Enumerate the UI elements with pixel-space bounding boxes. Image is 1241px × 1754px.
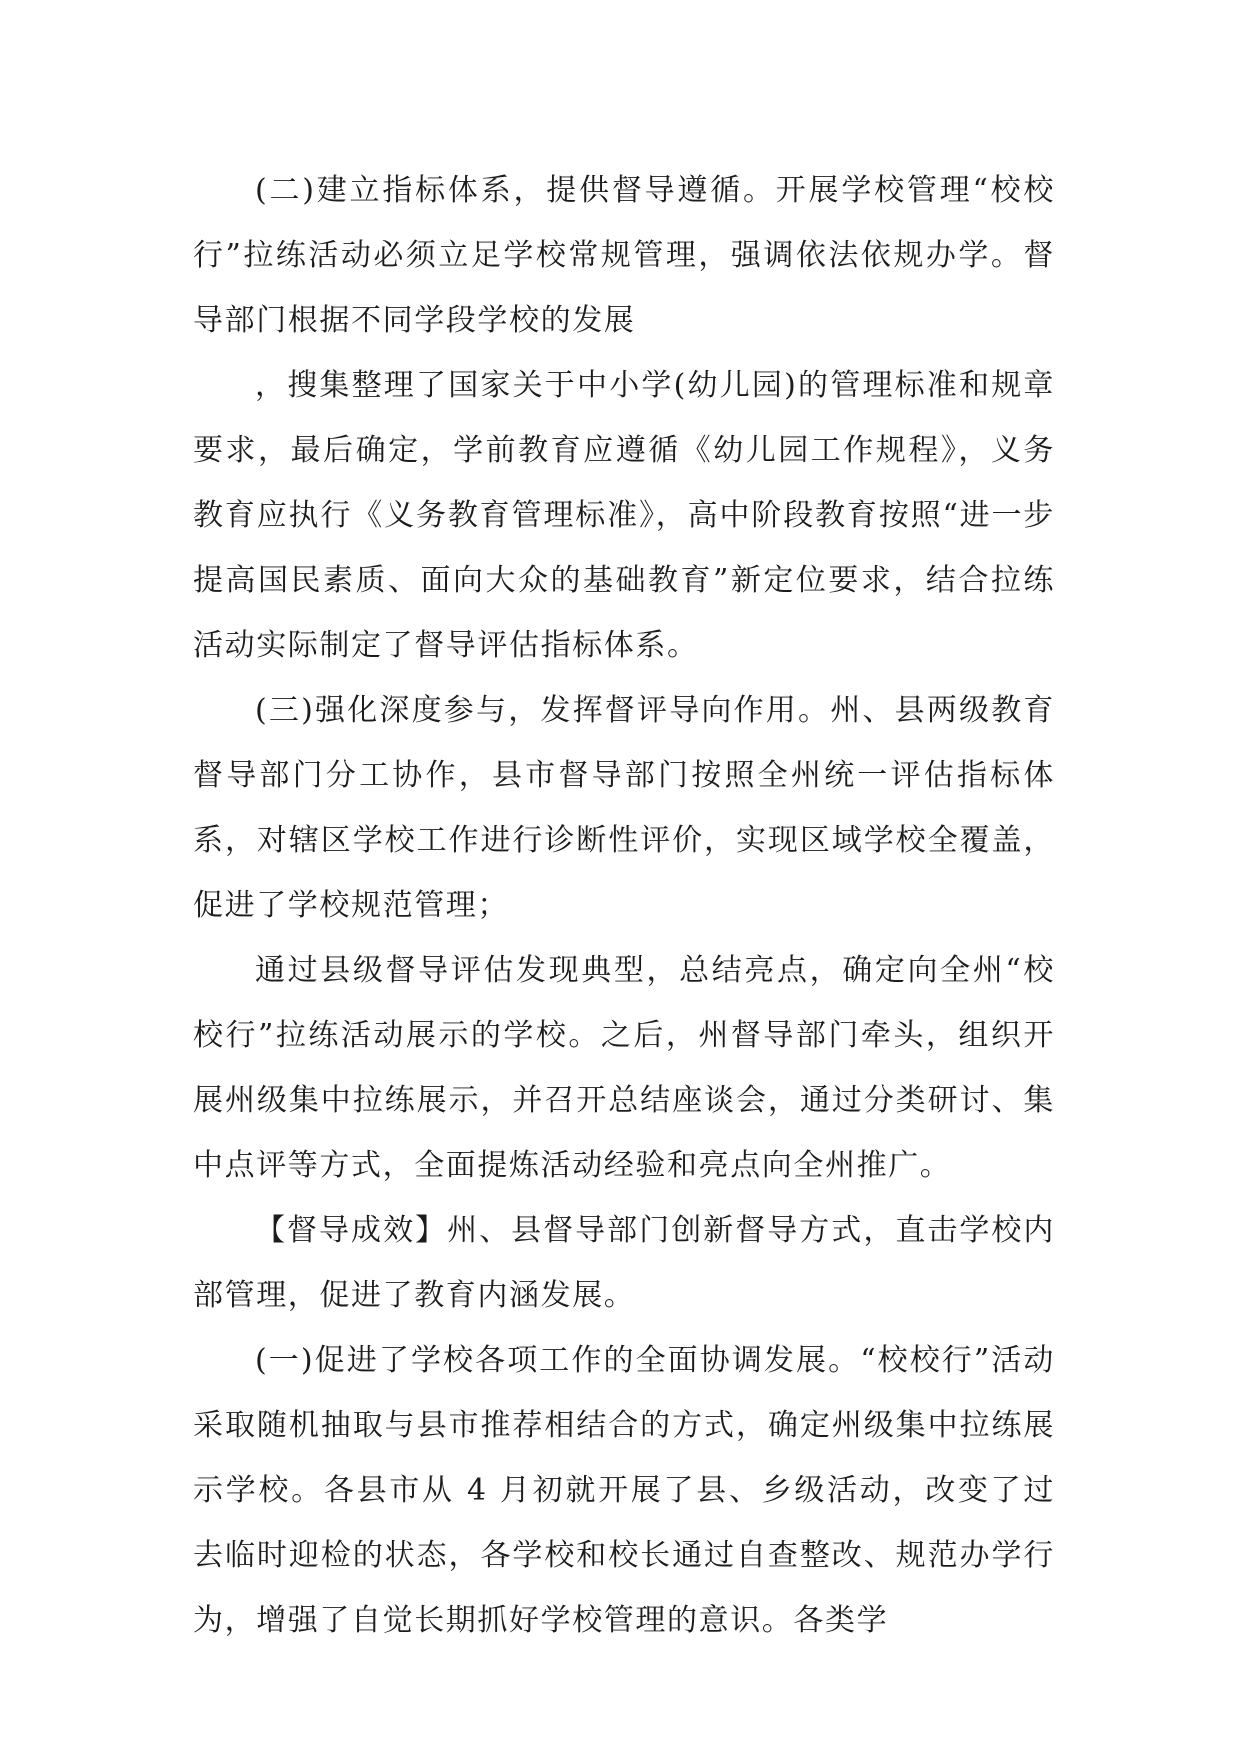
paragraph-supervision-results: 【督导成效】州、县督导部门创新督导方式，直击学校内部管理，促进了教育内涵发展。	[193, 1213, 1055, 1313]
paragraph-standards-collection: ，搜集整理了国家关于中小学(幼儿园)的管理标准和规章要求，最后确定，学前教育应遵循《幼儿园工作规程》，义务教育应执行《义务教育管理标准》，高中阶段教育按照“进一步提高国民素质、面向大众的基础教育”新定位要求，结合拉练活动实际制定了督导评估指标体系。	[193, 368, 1055, 663]
paragraph-deep-participation: (三)强化深度参与，发挥督评导向作用。州、县两级教育督导部门分工协作，县市督导部门按照全州统一评估指标体系，对辖区学校工作进行诊断性评价，实现区域学校全覆盖，促进了学校规范管理；	[193, 693, 1055, 923]
document-body	[193, 158, 1055, 1653]
paragraph-indicator-system: (二)建立指标体系，提供督导遵循。开展学校管理“校校行”拉练活动必须立足学校常规管理，强调依法依规办学。督导部门根据不同学段学校的发展	[193, 173, 1055, 338]
paragraph-coordinated-development: (一)促进了学校各项工作的全面协调发展。“校校行”活动采取随机抽取与县市推荐相结合的方式，确定州级集中拉练展示学校。各县市从 4 月初就开展了县、乡级活动，改变了过去临时迎检的状态，各学校和校长通过自查整改、规范办学行为，增强了自觉长期抓好学校管理的意识。各类学	[193, 1343, 1055, 1638]
paragraph-county-evaluation: 通过县级督导评估发现典型，总结亮点，确定向全州“校校行”拉练活动展示的学校。之后，州督导部门牵头，组织开展州级集中拉练展示，并召开总结座谈会，通过分类研讨、集中点评等方式，全面提炼活动经验和亮点向全州推广。	[193, 953, 1055, 1183]
